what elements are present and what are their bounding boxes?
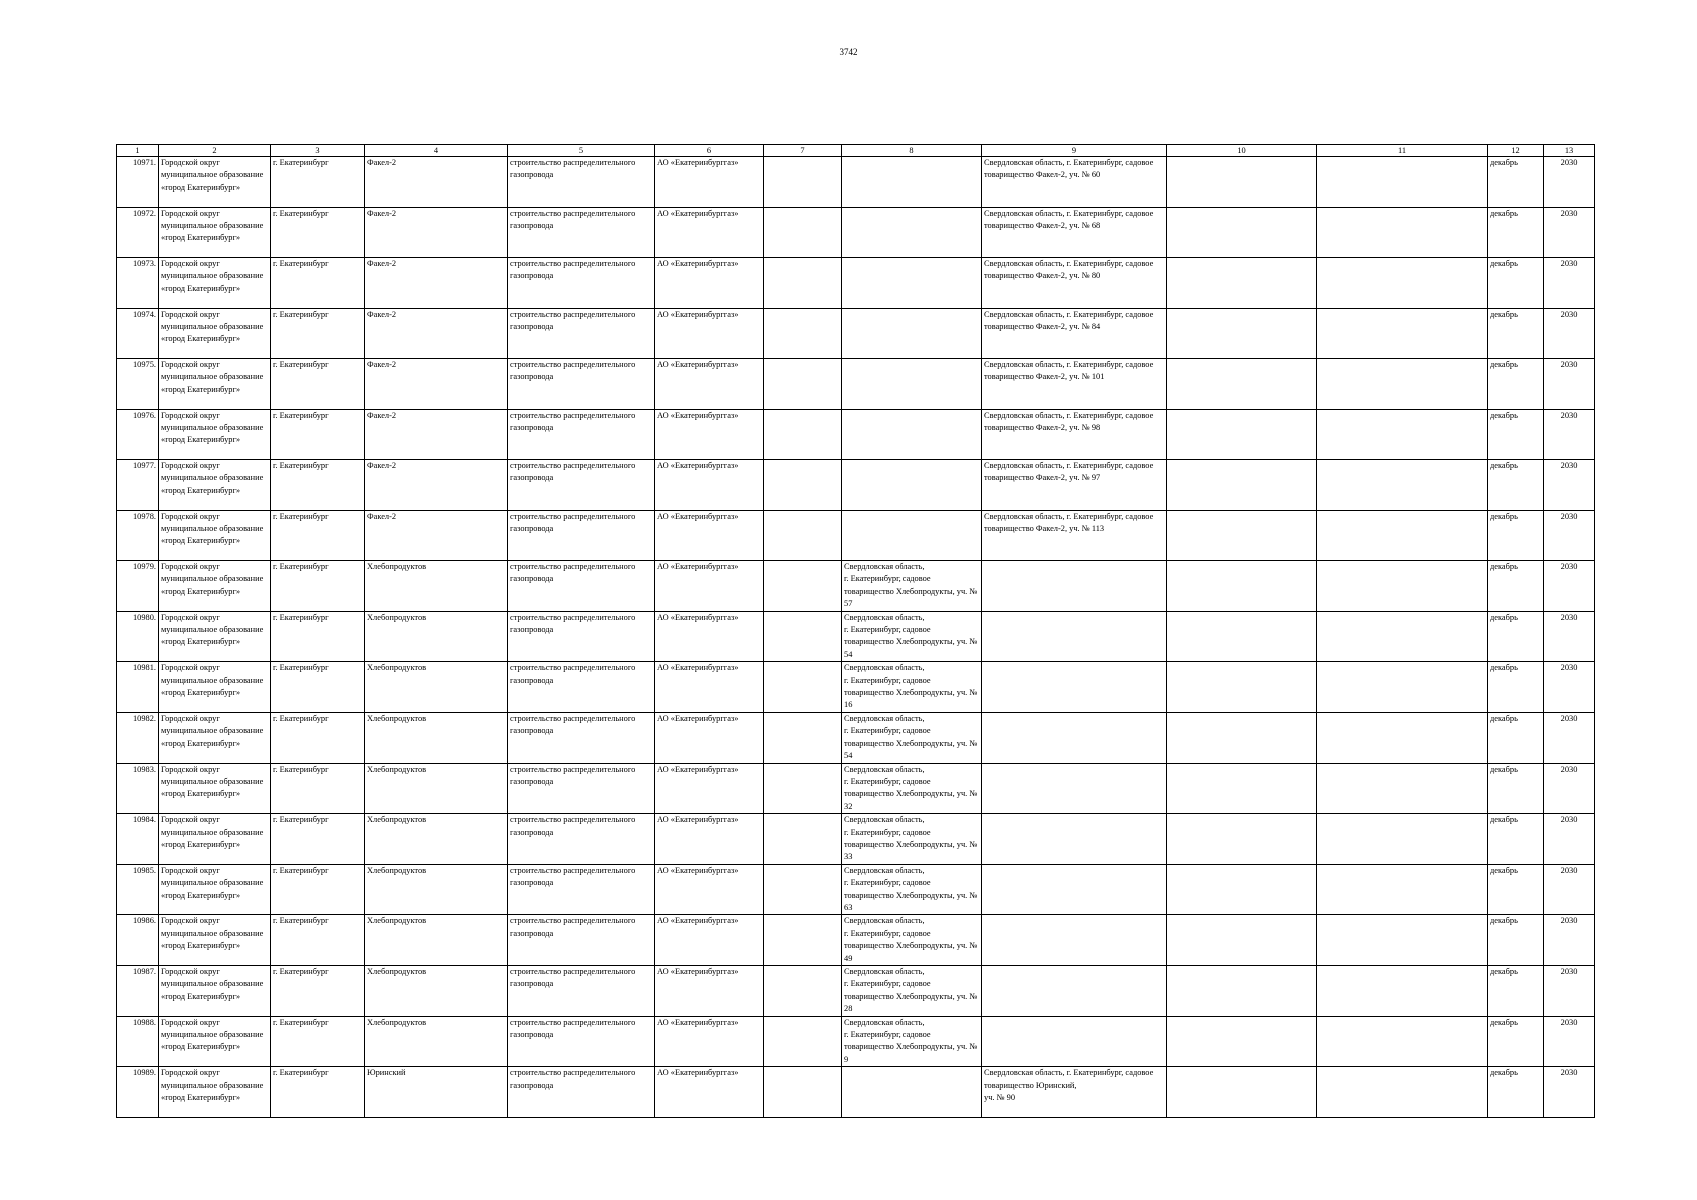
column-10-cell: [1167, 864, 1317, 915]
year-cell: 2030: [1544, 864, 1595, 915]
settlement-cell: г. Екатеринбург: [271, 763, 365, 814]
year-cell: 2030: [1544, 763, 1595, 814]
settlement-cell: г. Екатеринбург: [271, 207, 365, 258]
row-number: 10985.: [117, 864, 159, 915]
settlement-cell: г. Екатеринбург: [271, 157, 365, 208]
work-type-cell: строительство распределительного газопровода: [508, 712, 655, 763]
work-type-cell: строительство распределительного газопровода: [508, 814, 655, 865]
column-7-cell: [764, 763, 842, 814]
municipality-cell: Городской округ муниципальное образование «город Екатеринбург»: [159, 763, 271, 814]
year-cell: 2030: [1544, 814, 1595, 865]
row-number: 10977.: [117, 460, 159, 511]
column-11-cell: [1317, 409, 1488, 460]
column-11-cell: [1317, 510, 1488, 561]
year-cell: 2030: [1544, 308, 1595, 359]
column-10-cell: [1167, 258, 1317, 309]
municipality-cell: Городской округ муниципальное образование «город Екатеринбург»: [159, 712, 271, 763]
month-cell: декабрь: [1488, 611, 1544, 662]
address-cell-col9: [982, 864, 1167, 915]
year-cell: 2030: [1544, 915, 1595, 966]
column-header-1: 1: [117, 145, 159, 157]
municipality-cell: Городской округ муниципальное образование «город Екатеринбург»: [159, 207, 271, 258]
column-11-cell: [1317, 258, 1488, 309]
table-row: [117, 611, 1595, 662]
address-cell-col9: [982, 561, 1167, 612]
month-cell: декабрь: [1488, 966, 1544, 1017]
address-cell-col8: [842, 207, 982, 258]
header-row: [117, 145, 1595, 157]
table-row: [117, 359, 1595, 410]
work-type-cell: строительство распределительного газопровода: [508, 157, 655, 208]
registry-table: [116, 144, 1595, 1118]
month-cell: декабрь: [1488, 308, 1544, 359]
table-row: [117, 662, 1595, 713]
column-header-7: 7: [764, 145, 842, 157]
operator-cell: АО «Екатеринбурггаз»: [655, 359, 764, 410]
address-cell-col9: [982, 814, 1167, 865]
table-row: [117, 712, 1595, 763]
column-7-cell: [764, 308, 842, 359]
operator-cell: АО «Екатеринбурггаз»: [655, 864, 764, 915]
address-cell-col8: Свердловская область, г. Екатеринбург, садовое товарищество Хлебопродукты, уч. № 16: [842, 662, 982, 713]
month-cell: декабрь: [1488, 409, 1544, 460]
column-header-5: 5: [508, 145, 655, 157]
address-cell-col9: [982, 611, 1167, 662]
address-cell-col9: [982, 915, 1167, 966]
row-number: 10976.: [117, 409, 159, 460]
operator-cell: АО «Екатеринбурггаз»: [655, 662, 764, 713]
column-10-cell: [1167, 359, 1317, 410]
work-type-cell: строительство распределительного газопровода: [508, 763, 655, 814]
work-type-cell: строительство распределительного газопровода: [508, 207, 655, 258]
operator-cell: АО «Екатеринбурггаз»: [655, 966, 764, 1017]
column-header-10: 10: [1167, 145, 1317, 157]
year-cell: 2030: [1544, 1016, 1595, 1067]
column-11-cell: [1317, 359, 1488, 410]
object-name-cell: Факел-2: [365, 460, 508, 511]
municipality-cell: Городской округ муниципальное образование «город Екатеринбург»: [159, 409, 271, 460]
month-cell: декабрь: [1488, 1067, 1544, 1118]
column-7-cell: [764, 510, 842, 561]
address-cell-col8: [842, 258, 982, 309]
work-type-cell: строительство распределительного газопровода: [508, 460, 655, 511]
address-cell-col8: Свердловская область, г. Екатеринбург, садовое товарищество Хлебопродукты, уч. № 54: [842, 712, 982, 763]
column-10-cell: [1167, 1067, 1317, 1118]
month-cell: декабрь: [1488, 258, 1544, 309]
column-7-cell: [764, 460, 842, 511]
municipality-cell: Городской округ муниципальное образование «город Екатеринбург»: [159, 1067, 271, 1118]
year-cell: 2030: [1544, 157, 1595, 208]
municipality-cell: Городской округ муниципальное образование «город Екатеринбург»: [159, 460, 271, 511]
address-cell-col9: Свердловская область, г. Екатеринбург, садовое товарищество Факел-2, уч. № 97: [982, 460, 1167, 511]
work-type-cell: строительство распределительного газопровода: [508, 864, 655, 915]
object-name-cell: Хлебопродуктов: [365, 712, 508, 763]
operator-cell: АО «Екатеринбурггаз»: [655, 157, 764, 208]
row-number: 10980.: [117, 611, 159, 662]
address-cell-col9: [982, 763, 1167, 814]
year-cell: 2030: [1544, 1067, 1595, 1118]
work-type-cell: строительство распределительного газопровода: [508, 1067, 655, 1118]
column-11-cell: [1317, 157, 1488, 208]
month-cell: декабрь: [1488, 1016, 1544, 1067]
column-11-cell: [1317, 966, 1488, 1017]
table-row: [117, 561, 1595, 612]
work-type-cell: строительство распределительного газопровода: [508, 359, 655, 410]
municipality-cell: Городской округ муниципальное образование «город Екатеринбург»: [159, 359, 271, 410]
operator-cell: АО «Екатеринбурггаз»: [655, 409, 764, 460]
address-cell-col8: [842, 1067, 982, 1118]
address-cell-col9: Свердловская область, г. Екатеринбург, садовое товарищество Факел-2, уч. № 98: [982, 409, 1167, 460]
object-name-cell: Факел-2: [365, 359, 508, 410]
table-row: [117, 915, 1595, 966]
settlement-cell: г. Екатеринбург: [271, 1067, 365, 1118]
column-11-cell: [1317, 662, 1488, 713]
row-number: 10978.: [117, 510, 159, 561]
municipality-cell: Городской округ муниципальное образование «город Екатеринбург»: [159, 510, 271, 561]
operator-cell: АО «Екатеринбурггаз»: [655, 763, 764, 814]
table-row: [117, 1016, 1595, 1067]
address-cell-col8: [842, 359, 982, 410]
year-cell: 2030: [1544, 258, 1595, 309]
operator-cell: АО «Екатеринбурггаз»: [655, 561, 764, 612]
operator-cell: АО «Екатеринбурггаз»: [655, 510, 764, 561]
month-cell: декабрь: [1488, 662, 1544, 713]
operator-cell: АО «Екатеринбурггаз»: [655, 308, 764, 359]
row-number: 10988.: [117, 1016, 159, 1067]
address-cell-col8: Свердловская область, г. Екатеринбург, садовое товарищество Хлебопродукты, уч. № 57: [842, 561, 982, 612]
month-cell: декабрь: [1488, 712, 1544, 763]
address-cell-col9: [982, 712, 1167, 763]
address-cell-col9: [982, 966, 1167, 1017]
column-11-cell: [1317, 814, 1488, 865]
settlement-cell: г. Екатеринбург: [271, 308, 365, 359]
table-row: [117, 864, 1595, 915]
operator-cell: АО «Екатеринбурггаз»: [655, 814, 764, 865]
object-name-cell: Факел-2: [365, 207, 508, 258]
table-row: [117, 814, 1595, 865]
column-7-cell: [764, 864, 842, 915]
column-7-cell: [764, 561, 842, 612]
address-cell-col9: Свердловская область, г. Екатеринбург, садовое товарищество Факел-2, уч. № 84: [982, 308, 1167, 359]
column-10-cell: [1167, 915, 1317, 966]
column-11-cell: [1317, 1067, 1488, 1118]
object-name-cell: Юринский: [365, 1067, 508, 1118]
table-row: [117, 1067, 1595, 1118]
address-cell-col8: [842, 157, 982, 208]
row-number: 10983.: [117, 763, 159, 814]
object-name-cell: Факел-2: [365, 258, 508, 309]
column-10-cell: [1167, 1016, 1317, 1067]
column-header-8: 8: [842, 145, 982, 157]
year-cell: 2030: [1544, 966, 1595, 1017]
address-cell-col8: Свердловская область, г. Екатеринбург, садовое товарищество Хлебопродукты, уч. № 9: [842, 1016, 982, 1067]
row-number: 10989.: [117, 1067, 159, 1118]
column-10-cell: [1167, 611, 1317, 662]
column-10-cell: [1167, 460, 1317, 511]
operator-cell: АО «Екатеринбурггаз»: [655, 1067, 764, 1118]
address-cell-col9: [982, 662, 1167, 713]
year-cell: 2030: [1544, 712, 1595, 763]
address-cell-col8: Свердловская область, г. Екатеринбург, садовое товарищество Хлебопродукты, уч. № 63: [842, 864, 982, 915]
column-10-cell: [1167, 409, 1317, 460]
work-type-cell: строительство распределительного газопровода: [508, 409, 655, 460]
address-cell-col8: [842, 510, 982, 561]
row-number: 10974.: [117, 308, 159, 359]
address-cell-col9: Свердловская область, г. Екатеринбург, садовое товарищество Факел-2, уч. № 101: [982, 359, 1167, 410]
operator-cell: АО «Екатеринбурггаз»: [655, 460, 764, 511]
address-cell-col8: Свердловская область, г. Екатеринбург, садовое товарищество Хлебопродукты, уч. № 54: [842, 611, 982, 662]
address-cell-col9: Свердловская область, г. Екатеринбург, садовое товарищество Факел-2, уч. № 113: [982, 510, 1167, 561]
address-cell-col9: Свердловская область, г. Екатеринбург, садовое товарищество Факел-2, уч. № 80: [982, 258, 1167, 309]
column-11-cell: [1317, 207, 1488, 258]
column-10-cell: [1167, 966, 1317, 1017]
object-name-cell: Хлебопродуктов: [365, 611, 508, 662]
column-header-11: 11: [1317, 145, 1488, 157]
row-number: 10975.: [117, 359, 159, 410]
settlement-cell: г. Екатеринбург: [271, 662, 365, 713]
table-row: [117, 409, 1595, 460]
year-cell: 2030: [1544, 207, 1595, 258]
table-row: [117, 763, 1595, 814]
settlement-cell: г. Екатеринбург: [271, 1016, 365, 1067]
object-name-cell: Хлебопродуктов: [365, 814, 508, 865]
table-row: [117, 207, 1595, 258]
month-cell: декабрь: [1488, 460, 1544, 511]
municipality-cell: Городской округ муниципальное образование «город Екатеринбург»: [159, 814, 271, 865]
work-type-cell: строительство распределительного газопровода: [508, 308, 655, 359]
municipality-cell: Городской округ муниципальное образование «город Екатеринбург»: [159, 864, 271, 915]
column-11-cell: [1317, 1016, 1488, 1067]
municipality-cell: Городской округ муниципальное образование «город Екатеринбург»: [159, 561, 271, 612]
work-type-cell: строительство распределительного газопровода: [508, 611, 655, 662]
column-11-cell: [1317, 460, 1488, 511]
settlement-cell: г. Екатеринбург: [271, 510, 365, 561]
column-header-6: 6: [655, 145, 764, 157]
column-7-cell: [764, 1016, 842, 1067]
column-header-3: 3: [271, 145, 365, 157]
column-7-cell: [764, 409, 842, 460]
work-type-cell: строительство распределительного газопровода: [508, 966, 655, 1017]
column-7-cell: [764, 662, 842, 713]
work-type-cell: строительство распределительного газопровода: [508, 258, 655, 309]
column-header-2: 2: [159, 145, 271, 157]
settlement-cell: г. Екатеринбург: [271, 561, 365, 612]
municipality-cell: Городской округ муниципальное образование «город Екатеринбург»: [159, 157, 271, 208]
object-name-cell: Хлебопродуктов: [365, 915, 508, 966]
object-name-cell: Хлебопродуктов: [365, 864, 508, 915]
column-header-9: 9: [982, 145, 1167, 157]
column-7-cell: [764, 915, 842, 966]
month-cell: декабрь: [1488, 915, 1544, 966]
table-row: [117, 460, 1595, 511]
object-name-cell: Факел-2: [365, 510, 508, 561]
address-cell-col9: Свердловская область, г. Екатеринбург, садовое товарищество Юринский, уч. № 90: [982, 1067, 1167, 1118]
row-number: 10972.: [117, 207, 159, 258]
year-cell: 2030: [1544, 409, 1595, 460]
address-cell-col8: Свердловская область, г. Екатеринбург, садовое товарищество Хлебопродукты, уч. № 33: [842, 814, 982, 865]
municipality-cell: Городской округ муниципальное образование «город Екатеринбург»: [159, 966, 271, 1017]
column-7-cell: [764, 966, 842, 1017]
object-name-cell: Хлебопродуктов: [365, 1016, 508, 1067]
address-cell-col8: Свердловская область, г. Екатеринбург, садовое товарищество Хлебопродукты, уч. № 49: [842, 915, 982, 966]
column-7-cell: [764, 1067, 842, 1118]
column-7-cell: [764, 207, 842, 258]
settlement-cell: г. Екатеринбург: [271, 359, 365, 410]
operator-cell: АО «Екатеринбурггаз»: [655, 915, 764, 966]
column-header-13: 13: [1544, 145, 1595, 157]
column-11-cell: [1317, 308, 1488, 359]
object-name-cell: Хлебопродуктов: [365, 662, 508, 713]
settlement-cell: г. Екатеринбург: [271, 611, 365, 662]
address-cell-col9: [982, 1016, 1167, 1067]
column-11-cell: [1317, 864, 1488, 915]
operator-cell: АО «Екатеринбурггаз»: [655, 1016, 764, 1067]
address-cell-col9: Свердловская область, г. Екатеринбург, садовое товарищество Факел-2, уч. № 68: [982, 207, 1167, 258]
settlement-cell: г. Екатеринбург: [271, 258, 365, 309]
object-name-cell: Факел-2: [365, 308, 508, 359]
municipality-cell: Городской округ муниципальное образование «город Екатеринбург»: [159, 258, 271, 309]
address-cell-col8: Свердловская область, г. Екатеринбург, садовое товарищество Хлебопродукты, уч. № 32: [842, 763, 982, 814]
object-name-cell: Факел-2: [365, 409, 508, 460]
table-row: [117, 510, 1595, 561]
operator-cell: АО «Екатеринбурггаз»: [655, 258, 764, 309]
table-row: [117, 157, 1595, 208]
work-type-cell: строительство распределительного газопровода: [508, 510, 655, 561]
settlement-cell: г. Екатеринбург: [271, 409, 365, 460]
column-7-cell: [764, 611, 842, 662]
address-cell-col8: [842, 308, 982, 359]
column-10-cell: [1167, 561, 1317, 612]
row-number: 10971.: [117, 157, 159, 208]
column-11-cell: [1317, 763, 1488, 814]
column-header-12: 12: [1488, 145, 1544, 157]
month-cell: декабрь: [1488, 510, 1544, 561]
column-7-cell: [764, 258, 842, 309]
operator-cell: АО «Екатеринбурггаз»: [655, 207, 764, 258]
column-10-cell: [1167, 712, 1317, 763]
table-row: [117, 966, 1595, 1017]
month-cell: декабрь: [1488, 359, 1544, 410]
table-row: [117, 308, 1595, 359]
table-header: [117, 145, 1595, 157]
municipality-cell: Городской округ муниципальное образование «город Екатеринбург»: [159, 915, 271, 966]
object-name-cell: Хлебопродуктов: [365, 561, 508, 612]
month-cell: декабрь: [1488, 864, 1544, 915]
month-cell: декабрь: [1488, 763, 1544, 814]
row-number: 10987.: [117, 966, 159, 1017]
column-7-cell: [764, 157, 842, 208]
column-11-cell: [1317, 712, 1488, 763]
table-body: [117, 157, 1595, 1118]
work-type-cell: строительство распределительного газопровода: [508, 1016, 655, 1067]
address-cell-col9: Свердловская область, г. Екатеринбург, садовое товарищество Факел-2, уч. № 60: [982, 157, 1167, 208]
municipality-cell: Городской округ муниципальное образование «город Екатеринбург»: [159, 308, 271, 359]
month-cell: декабрь: [1488, 814, 1544, 865]
column-10-cell: [1167, 207, 1317, 258]
column-7-cell: [764, 814, 842, 865]
settlement-cell: г. Екатеринбург: [271, 712, 365, 763]
row-number: 10982.: [117, 712, 159, 763]
settlement-cell: г. Екатеринбург: [271, 864, 365, 915]
month-cell: декабрь: [1488, 207, 1544, 258]
year-cell: 2030: [1544, 611, 1595, 662]
year-cell: 2030: [1544, 662, 1595, 713]
column-10-cell: [1167, 510, 1317, 561]
municipality-cell: Городской округ муниципальное образование «город Екатеринбург»: [159, 611, 271, 662]
object-name-cell: Хлебопродуктов: [365, 763, 508, 814]
row-number: 10984.: [117, 814, 159, 865]
column-11-cell: [1317, 611, 1488, 662]
column-7-cell: [764, 712, 842, 763]
page-number: 3742: [839, 47, 858, 57]
column-header-4: 4: [365, 145, 508, 157]
municipality-cell: Городской округ муниципальное образование «город Екатеринбург»: [159, 662, 271, 713]
object-name-cell: Факел-2: [365, 157, 508, 208]
work-type-cell: строительство распределительного газопровода: [508, 662, 655, 713]
object-name-cell: Хлебопродуктов: [365, 966, 508, 1017]
column-10-cell: [1167, 814, 1317, 865]
row-number: 10986.: [117, 915, 159, 966]
address-cell-col8: [842, 460, 982, 511]
address-cell-col8: Свердловская область, г. Екатеринбург, садовое товарищество Хлебопродукты, уч. № 28: [842, 966, 982, 1017]
row-number: 10979.: [117, 561, 159, 612]
municipality-cell: Городской округ муниципальное образование «город Екатеринбург»: [159, 1016, 271, 1067]
operator-cell: АО «Екатеринбурггаз»: [655, 611, 764, 662]
column-11-cell: [1317, 561, 1488, 612]
year-cell: 2030: [1544, 561, 1595, 612]
work-type-cell: строительство распределительного газопровода: [508, 561, 655, 612]
address-cell-col8: [842, 409, 982, 460]
column-10-cell: [1167, 157, 1317, 208]
settlement-cell: г. Екатеринбург: [271, 966, 365, 1017]
settlement-cell: г. Екатеринбург: [271, 814, 365, 865]
year-cell: 2030: [1544, 359, 1595, 410]
row-number: 10981.: [117, 662, 159, 713]
column-7-cell: [764, 359, 842, 410]
work-type-cell: строительство распределительного газопровода: [508, 915, 655, 966]
operator-cell: АО «Екатеринбурггаз»: [655, 712, 764, 763]
year-cell: 2030: [1544, 460, 1595, 511]
column-11-cell: [1317, 915, 1488, 966]
month-cell: декабрь: [1488, 561, 1544, 612]
year-cell: 2030: [1544, 510, 1595, 561]
row-number: 10973.: [117, 258, 159, 309]
column-10-cell: [1167, 308, 1317, 359]
column-10-cell: [1167, 763, 1317, 814]
table-row: [117, 258, 1595, 309]
settlement-cell: г. Екатеринбург: [271, 915, 365, 966]
settlement-cell: г. Екатеринбург: [271, 460, 365, 511]
column-10-cell: [1167, 662, 1317, 713]
month-cell: декабрь: [1488, 157, 1544, 208]
